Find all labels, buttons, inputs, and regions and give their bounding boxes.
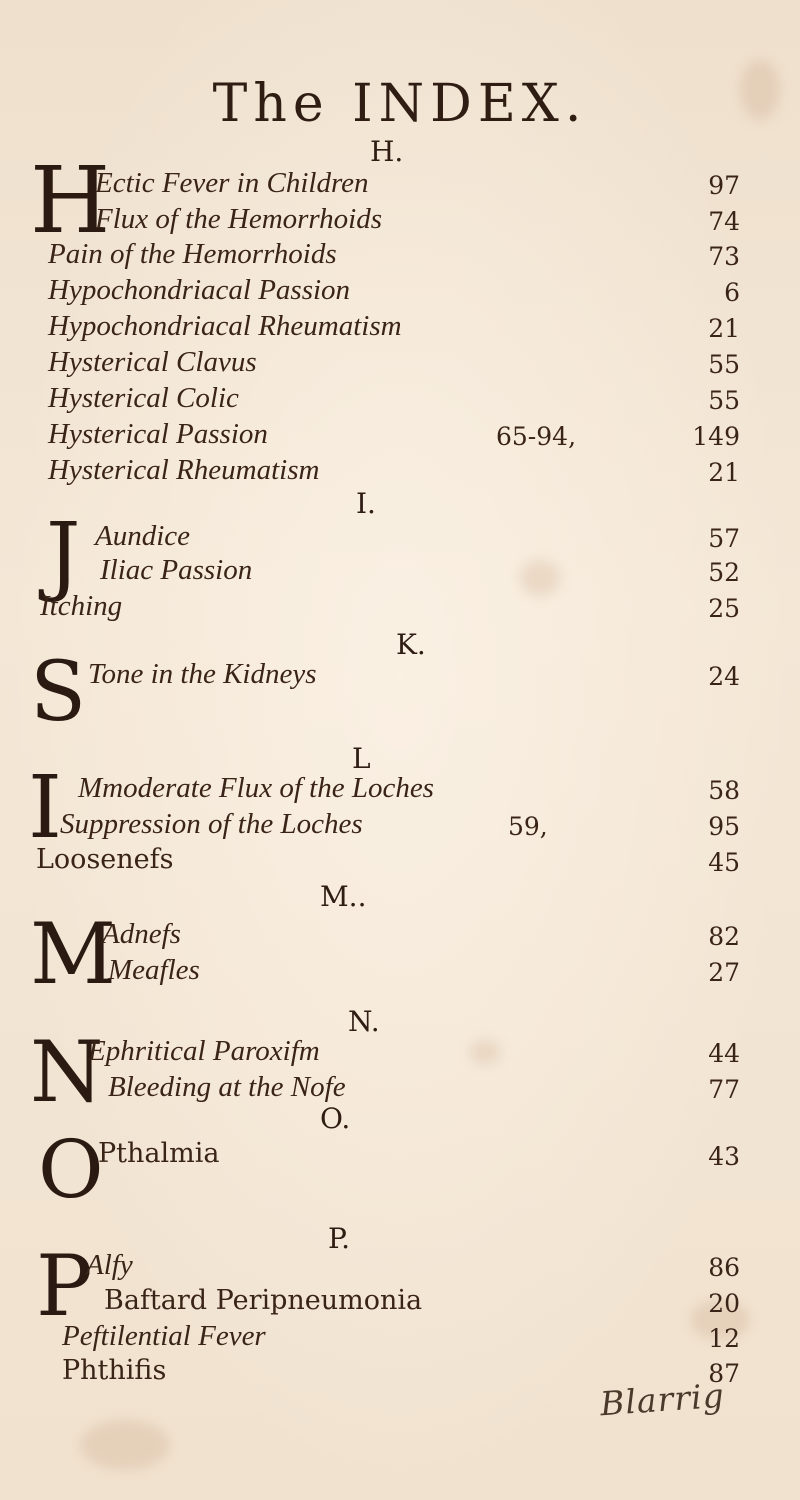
- page-number: 52: [708, 558, 740, 587]
- index-entry: Tone in the Kidneys: [88, 658, 317, 690]
- page-number: 12: [708, 1324, 740, 1353]
- index-entry: Flux of the Hemorrhoids: [95, 203, 383, 235]
- index-entry: Ephritical Paroxifm: [88, 1035, 320, 1067]
- index-entry: Alfy: [86, 1249, 133, 1281]
- section-letter-l: L: [352, 742, 371, 775]
- page-number: 86: [708, 1253, 740, 1282]
- index-entry: Baftard Peripneumonia: [104, 1285, 423, 1316]
- index-entry: Ectic Fever in Children: [95, 167, 369, 199]
- section-letter-o: O.: [320, 1102, 351, 1135]
- page-number: 82: [708, 922, 740, 951]
- page-title: The INDEX.: [212, 74, 588, 134]
- index-entry: Hysterical Passion: [48, 418, 268, 450]
- index-entry: Peftilential Fever: [62, 1320, 266, 1352]
- section-letter-h: H.: [370, 135, 404, 168]
- index-entry: Loosenefs: [36, 844, 174, 875]
- page-number: 87: [708, 1359, 740, 1388]
- page-number-range: 59,: [508, 812, 548, 841]
- page-number: 43: [708, 1142, 740, 1171]
- index-entry: Phthifis: [62, 1355, 167, 1386]
- page-number: 21: [708, 314, 740, 343]
- page-number: 74: [708, 207, 740, 236]
- index-entry: Meafles: [108, 954, 200, 986]
- page-number: 97: [708, 171, 740, 200]
- page-number: 55: [708, 350, 740, 379]
- drop-cap-i: I: [28, 758, 62, 858]
- page-number: 44: [708, 1039, 740, 1068]
- index-entry: Itching: [40, 590, 123, 622]
- drop-cap-h: H: [30, 147, 111, 254]
- index-entry: Hysterical Rheumatism: [48, 454, 320, 486]
- index-entry: Suppression of the Loches: [60, 808, 363, 840]
- index-entry: Pain of the Hemorrhoids: [48, 238, 337, 270]
- index-entry: Hysterical Clavus: [48, 346, 257, 378]
- index-entry: Iliac Passion: [100, 554, 253, 586]
- page-number: 6: [724, 278, 740, 307]
- index-entry: Aundice: [95, 520, 191, 552]
- drop-cap-j: J: [46, 505, 81, 605]
- page-number: 73: [708, 242, 740, 271]
- page-number: 25: [708, 594, 740, 623]
- page-number: 58: [708, 776, 740, 805]
- index-entry: Hypochondriacal Rheumatism: [48, 310, 402, 342]
- section-letter-m: M..: [320, 880, 367, 913]
- drop-cap-s: S: [30, 645, 87, 740]
- index-entry: Hypochondriacal Passion: [48, 274, 351, 306]
- page-number: 77: [708, 1075, 740, 1104]
- drop-cap-m: M: [30, 905, 117, 1003]
- page-number: 149: [692, 422, 740, 451]
- index-entry: Adnefs: [102, 918, 181, 950]
- index-entry: Bleeding at the Nofe: [108, 1071, 346, 1103]
- section-letter-n: N.: [348, 1005, 380, 1038]
- page-number: 24: [708, 662, 740, 691]
- handwritten-signature: Blarrig: [598, 1375, 726, 1424]
- page-number: 55: [708, 386, 740, 415]
- drop-cap-p: P: [36, 1237, 93, 1335]
- page-number: 21: [708, 458, 740, 487]
- drop-cap-n: N: [30, 1023, 104, 1121]
- page-number: 27: [708, 958, 740, 987]
- section-letter-p: P.: [328, 1222, 351, 1255]
- index-entry: Mmoderate Flux of the Loches: [78, 772, 434, 804]
- section-letter-k: K.: [396, 628, 426, 661]
- page-number: 20: [708, 1289, 740, 1318]
- page-number-range: 65-94,: [496, 422, 577, 451]
- page-number: 95: [708, 812, 740, 841]
- page-number: 45: [708, 848, 740, 877]
- page-number: 57: [708, 524, 740, 553]
- index-entry: Hysterical Colic: [48, 382, 239, 414]
- section-letter-i: I.: [356, 487, 376, 520]
- drop-cap-o: O: [38, 1123, 104, 1216]
- index-entry: Pthalmia: [98, 1138, 220, 1169]
